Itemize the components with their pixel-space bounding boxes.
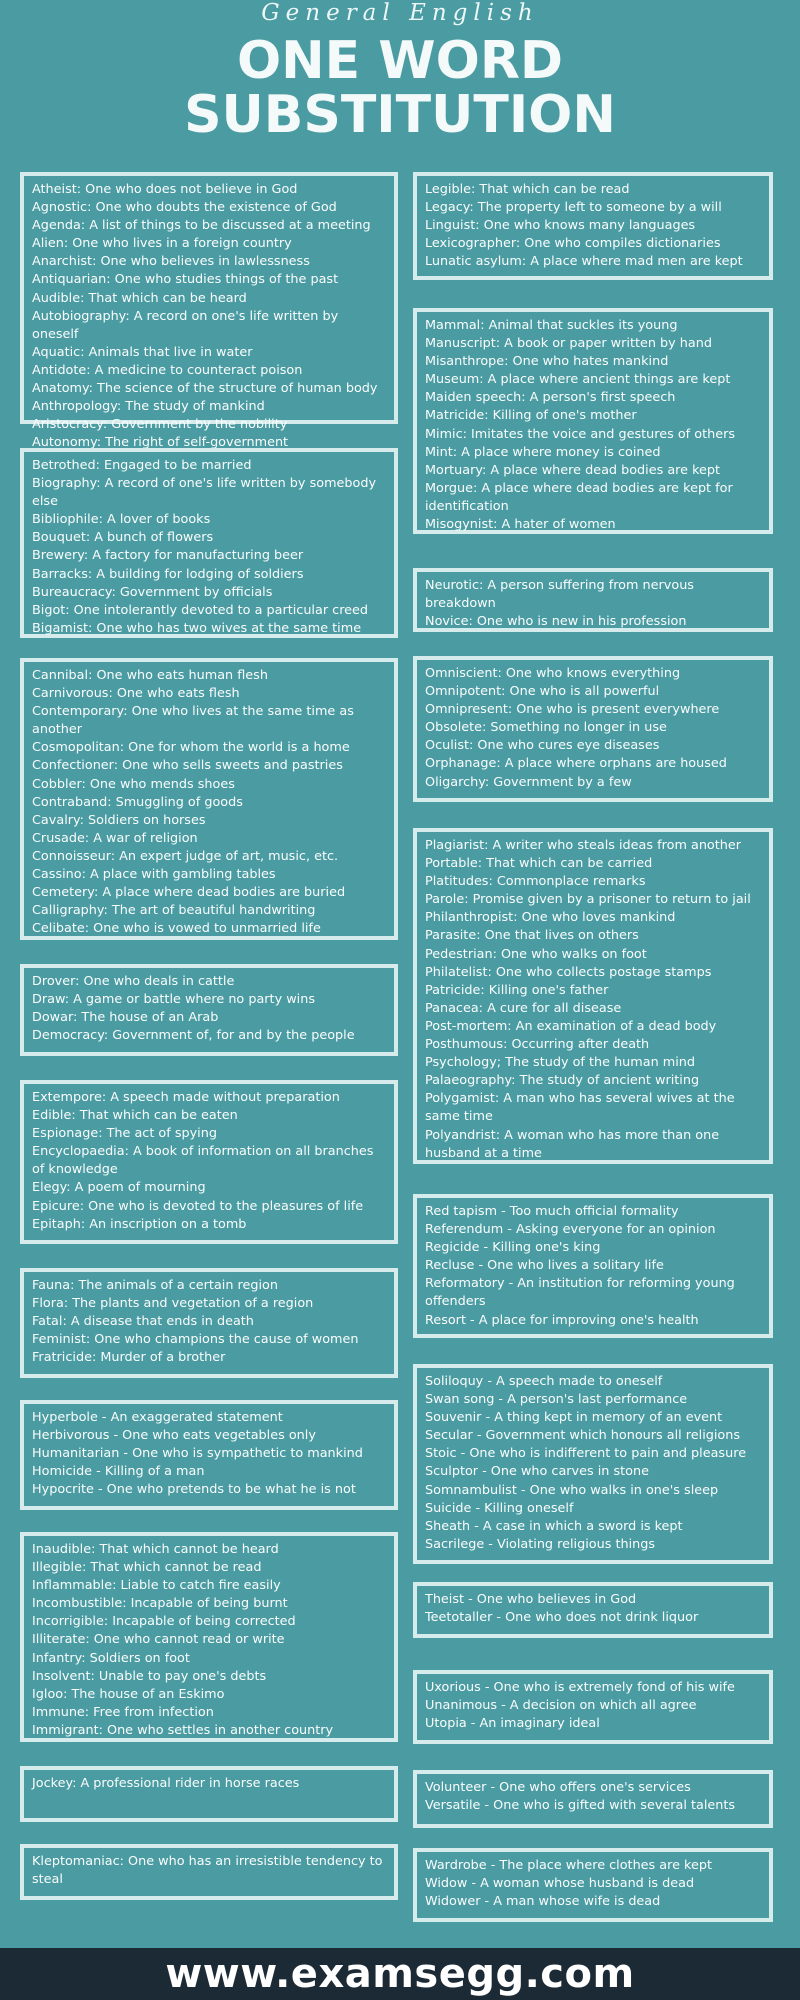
word-entry: Parole: Promise given by a prisoner to return to jail bbox=[425, 892, 751, 908]
word-entry: Incombustible: Incapable of being burnt bbox=[32, 1596, 288, 1612]
word-entry: Herbivorous - One who eats vegetables only bbox=[32, 1428, 316, 1444]
word-entry: Novice: One who is new in his profession bbox=[425, 614, 687, 630]
word-entry: Morgue: A place where dead bodies are kept for identification bbox=[425, 480, 733, 514]
word-entry: Lexicographer: One who compiles dictionaries bbox=[425, 236, 721, 252]
word-entry: Draw: A game or battle where no party wins bbox=[32, 992, 316, 1008]
left-card bbox=[20, 1268, 398, 1378]
word-entry: Edible: That which can be eaten bbox=[32, 1108, 238, 1124]
word-entry: Posthumous: Occurring after death bbox=[425, 1037, 650, 1053]
word-entry: Cannibal: One who eats human flesh bbox=[32, 668, 268, 683]
word-entry: Bureaucracy: Government by officials bbox=[32, 584, 273, 600]
word-entry: Alien: One who lives in a foreign country bbox=[32, 236, 292, 252]
word-entry: Philatelist: One who collects postage stamps bbox=[425, 964, 712, 980]
left-card bbox=[20, 1532, 398, 1742]
word-entry: Museum: A place where ancient things are kept bbox=[425, 372, 731, 388]
word-entry: Cemetery: A place where dead bodies are buried bbox=[32, 885, 346, 901]
word-entry: Misanthrope: One who hates mankind bbox=[425, 354, 669, 370]
word-entry: Reformatory - An institution for reforming young offenders bbox=[425, 1276, 735, 1310]
word-entry: Democracy: Government of, for and by the people bbox=[32, 1028, 355, 1044]
word-entry: Dowar: The house of an Arab bbox=[32, 1010, 219, 1026]
left-card bbox=[20, 964, 398, 1056]
word-entry: Philanthropist: One who loves mankind bbox=[425, 910, 676, 926]
word-entry: Regicide - Killing one's king bbox=[425, 1240, 601, 1256]
word-entry: Betrothed: Engaged to be married bbox=[32, 458, 252, 473]
left-card bbox=[20, 448, 398, 638]
word-entry: Parasite: One that lives on others bbox=[425, 928, 639, 944]
word-entry: Homicide - Killing of a man bbox=[32, 1464, 205, 1480]
word-entry: Feminist: One who champions the cause of women bbox=[32, 1332, 359, 1348]
word-entry: Agnostic: One who doubts the existence of God bbox=[32, 200, 337, 216]
word-entry: Carnivorous: One who eats flesh bbox=[32, 686, 240, 702]
word-entry: Versatile - One who is gifted with several talents bbox=[425, 1798, 736, 1814]
word-entry: Audible: That which can be heard bbox=[32, 290, 247, 306]
word-entry: Resort - A place for improving one's health bbox=[425, 1312, 699, 1328]
right-card bbox=[413, 172, 773, 280]
word-entry: Inaudible: That which cannot be heard bbox=[32, 1542, 279, 1557]
word-entry: Souvenir - A thing kept in memory of an event bbox=[425, 1410, 723, 1426]
word-entry: Patricide: Killing one's father bbox=[425, 982, 609, 998]
word-entry: Volunteer - One who offers one's services bbox=[425, 1780, 691, 1795]
word-entry: Uxorious - One who is extremely fond of his wife bbox=[425, 1680, 735, 1695]
word-entry: Matricide: Killing of one's mother bbox=[425, 408, 637, 424]
word-entry: Unanimous - A decision on which all agree bbox=[425, 1698, 697, 1714]
word-entry: Anatomy: The science of the structure of human body bbox=[32, 381, 378, 397]
word-entry: Confectioner: One who sells sweets and pastries bbox=[32, 758, 343, 774]
right-card bbox=[413, 1770, 773, 1828]
word-entry: Calligraphy: The art of beautiful handwriting bbox=[32, 903, 316, 919]
left-card bbox=[20, 1400, 398, 1510]
word-entry: Somnambulist - One who walks in one's sleep bbox=[425, 1482, 719, 1498]
word-entry: Autonomy: The right of self-government bbox=[32, 435, 289, 451]
word-entry: Espionage: The act of spying bbox=[32, 1126, 217, 1142]
word-entry: Cavalry: Soldiers on horses bbox=[32, 812, 206, 828]
word-entry: Legacy: The property left to someone by a will bbox=[425, 200, 722, 216]
word-entry: Orphanage: A place where orphans are housed bbox=[425, 756, 727, 772]
word-entry: Fatal: A disease that ends in death bbox=[32, 1314, 254, 1330]
word-entry: Brewery: A factory for manufacturing beer bbox=[32, 548, 304, 564]
word-entry: Cosmopolitan: One for whom the world is a home bbox=[32, 740, 350, 756]
word-entry: Palaeography: The study of ancient writing bbox=[425, 1073, 700, 1089]
word-entry: Mammal: Animal that suckles its young bbox=[425, 318, 678, 333]
word-entry: Post-mortem: An examination of a dead body bbox=[425, 1018, 717, 1034]
left-card bbox=[20, 658, 398, 940]
word-entry: Fauna: The animals of a certain region bbox=[32, 1278, 278, 1293]
word-entry: Extempore: A speech made without preparation bbox=[32, 1090, 340, 1105]
right-card bbox=[413, 828, 773, 1164]
word-entry: Platitudes: Commonplace remarks bbox=[425, 874, 646, 890]
word-entry: Psychology; The study of the human mind bbox=[425, 1055, 696, 1071]
word-entry: Bouquet: A bunch of flowers bbox=[32, 530, 214, 546]
word-entry: Recluse - One who lives a solitary life bbox=[425, 1258, 664, 1274]
word-entry: Flora: The plants and vegetation of a region bbox=[32, 1296, 314, 1312]
word-entry: Connoisseur: An expert judge of art, music, etc. bbox=[32, 848, 339, 864]
word-entry: Kleptomaniac: One who has an irresistible tendency to steal bbox=[32, 1854, 383, 1888]
word-entry: Illiterate: One who cannot read or write bbox=[32, 1632, 285, 1648]
word-entry: Obsolete: Something no longer in use bbox=[425, 720, 667, 736]
right-card bbox=[413, 656, 773, 802]
word-entry: Aquatic: Animals that live in water bbox=[32, 344, 253, 360]
word-entry: Manuscript: A book or paper written by hand bbox=[425, 336, 712, 352]
word-entry: Cobbler: One who mends shoes bbox=[32, 776, 235, 792]
word-entry: Pedestrian: One who walks on foot bbox=[425, 946, 647, 962]
word-entry: Polyandrist: A woman who has more than one husband at a time bbox=[425, 1127, 720, 1161]
word-entry: Anarchist: One who believes in lawlessness bbox=[32, 254, 310, 270]
word-entry: Maiden speech: A person's first speech bbox=[425, 390, 676, 406]
word-entry: Contraband: Smuggling of goods bbox=[32, 794, 243, 810]
word-entry: Celibate: One who is vowed to unmarried life bbox=[32, 921, 321, 937]
word-entry: Sheath - A case in which a sword is kept bbox=[425, 1518, 683, 1534]
title-line-2: SUBSTITUTION bbox=[184, 85, 616, 145]
word-entry: Jockey: A professional rider in horse races bbox=[32, 1776, 300, 1791]
word-entry: Mimic: Imitates the voice and gestures of others bbox=[425, 426, 735, 442]
right-card bbox=[413, 308, 773, 534]
word-entry: Barracks: A building for lodging of soldiers bbox=[32, 566, 304, 582]
word-entry: Wardrobe - The place where clothes are kept bbox=[425, 1858, 713, 1873]
word-entry: Lunatic asylum: A place where mad men are kept bbox=[425, 254, 743, 270]
word-entry: Hypocrite - One who pretends to be what he is not bbox=[32, 1482, 356, 1498]
word-entry: Incorrigible: Incapable of being corrected bbox=[32, 1614, 296, 1630]
word-entry: Epitaph: An inscription on a tomb bbox=[32, 1216, 247, 1232]
word-entry: Insolvent: Unable to pay one's debts bbox=[32, 1668, 267, 1684]
word-entry: Polygamist: A man who has several wives at the same time bbox=[425, 1091, 735, 1125]
subtitle: General English bbox=[261, 0, 539, 26]
word-entry: Epicure: One who is devoted to the pleasures of life bbox=[32, 1198, 364, 1214]
word-entry: Sacrilege - Violating religious things bbox=[425, 1536, 656, 1552]
word-entry: Autobiography: A record on one's life written by oneself bbox=[32, 308, 339, 342]
word-entry: Teetotaller - One who does not drink liquor bbox=[425, 1610, 699, 1626]
right-card bbox=[413, 1364, 773, 1564]
word-entry: Infantry: Soldiers on foot bbox=[32, 1650, 190, 1666]
word-entry: Utopia - An imaginary ideal bbox=[425, 1716, 600, 1732]
word-entry: Soliloquy - A speech made to oneself bbox=[425, 1374, 663, 1389]
word-entry: Neurotic: A person suffering from nervous breakdown bbox=[425, 578, 694, 612]
word-entry: Antiquarian: One who studies things of the past bbox=[32, 272, 339, 288]
word-entry: Widow - A woman whose husband is dead bbox=[425, 1876, 695, 1892]
word-entry: Omnipotent: One who is all powerful bbox=[425, 684, 660, 700]
word-entry: Aristocracy: Government by the nobility bbox=[32, 417, 288, 433]
word-entry: Theist - One who believes in God bbox=[425, 1592, 637, 1607]
word-entry: Swan song - A person's last performance bbox=[425, 1392, 688, 1408]
footer bbox=[0, 1948, 800, 2000]
word-entry: Legible: That which can be read bbox=[425, 182, 630, 197]
word-entry: Suicide - Killing oneself bbox=[425, 1500, 574, 1516]
word-entry: Cassino: A place with gambling tables bbox=[32, 867, 276, 883]
word-entry: Linguist: One who knows many languages bbox=[425, 218, 696, 234]
word-entry: Encyclopaedia: A book of information on all branches of knowledge bbox=[32, 1144, 374, 1178]
page-title bbox=[0, 31, 800, 145]
word-entry: Fratricide: Murder of a brother bbox=[32, 1350, 226, 1366]
word-entry: Contemporary: One who lives at the same time as another bbox=[32, 704, 354, 738]
word-entry: Biography: A record of one's life written by somebody else bbox=[32, 476, 377, 510]
word-entry: Atheist: One who does not believe in God bbox=[32, 182, 298, 197]
word-entry: Omnipresent: One who is present everywhere bbox=[425, 702, 720, 718]
word-entry: Omniscient: One who knows everything bbox=[425, 666, 681, 681]
left-card bbox=[20, 172, 398, 451]
word-entry: Agenda: A list of things to be discussed at a meeting bbox=[32, 218, 371, 234]
word-entry: Immigrant: One who settles in another country bbox=[32, 1722, 334, 1738]
left-card bbox=[20, 1766, 398, 1822]
website-url[interactable]: www.examsegg.com bbox=[165, 1951, 635, 1997]
right-card bbox=[413, 1582, 773, 1638]
word-entry: Elegy: A poem of mourning bbox=[32, 1180, 206, 1196]
word-entry: Illegible: That which cannot be read bbox=[32, 1560, 262, 1576]
left-card bbox=[20, 1080, 398, 1244]
right-card bbox=[413, 1194, 773, 1338]
word-entry: Inflammable: Liable to catch fire easily bbox=[32, 1578, 281, 1594]
left-card bbox=[20, 1844, 398, 1900]
word-entry: Antidote: A medicine to counteract poison bbox=[32, 362, 303, 378]
word-entry: Igloo: The house of an Eskimo bbox=[32, 1686, 225, 1702]
word-entry: Panacea: A cure for all disease bbox=[425, 1000, 622, 1016]
word-entry: Red tapism - Too much official formality bbox=[425, 1204, 679, 1219]
word-entry: Bigot: One intolerantly devoted to a particular creed bbox=[32, 602, 369, 618]
word-entry: Bibliophile: A lover of books bbox=[32, 512, 211, 528]
word-entry: Misogynist: A hater of women bbox=[425, 517, 616, 533]
word-entry: Hyperbole - An exaggerated statement bbox=[32, 1410, 283, 1425]
word-entry: Widower - A man whose wife is dead bbox=[425, 1894, 661, 1910]
word-entry: Bigamist: One who has two wives at the same time bbox=[32, 620, 362, 636]
title-line-1: ONE WORD bbox=[236, 31, 564, 91]
word-entry: Sculptor - One who carves in stone bbox=[425, 1464, 649, 1480]
word-entry: Anthropology: The study of mankind bbox=[32, 399, 265, 415]
word-entry: Humanitarian - One who is sympathetic to mankind bbox=[32, 1446, 363, 1462]
word-entry: Oculist: One who cures eye diseases bbox=[425, 738, 660, 754]
word-entry: Portable: That which can be carried bbox=[425, 856, 653, 872]
word-entry: Mint: A place where money is coined bbox=[425, 444, 661, 460]
word-entry: Mortuary: A place where dead bodies are kept bbox=[425, 462, 721, 478]
word-entry: Secular - Government which honours all religions bbox=[425, 1428, 741, 1444]
word-entry: Stoic - One who is indifferent to pain and pleasure bbox=[425, 1446, 747, 1462]
word-entry: Referendum - Asking everyone for an opinion bbox=[425, 1222, 716, 1238]
right-card bbox=[413, 1670, 773, 1744]
word-entry: Oligarchy: Government by a few bbox=[425, 774, 632, 790]
word-entry: Plagiarist: A writer who steals ideas from another bbox=[425, 838, 742, 853]
word-entry: Drover: One who deals in cattle bbox=[32, 974, 235, 989]
word-entry: Immune: Free from infection bbox=[32, 1704, 214, 1720]
word-entry: Crusade: A war of religion bbox=[32, 830, 198, 846]
right-card bbox=[413, 568, 773, 632]
right-card bbox=[413, 1848, 773, 1922]
header bbox=[0, 0, 800, 160]
